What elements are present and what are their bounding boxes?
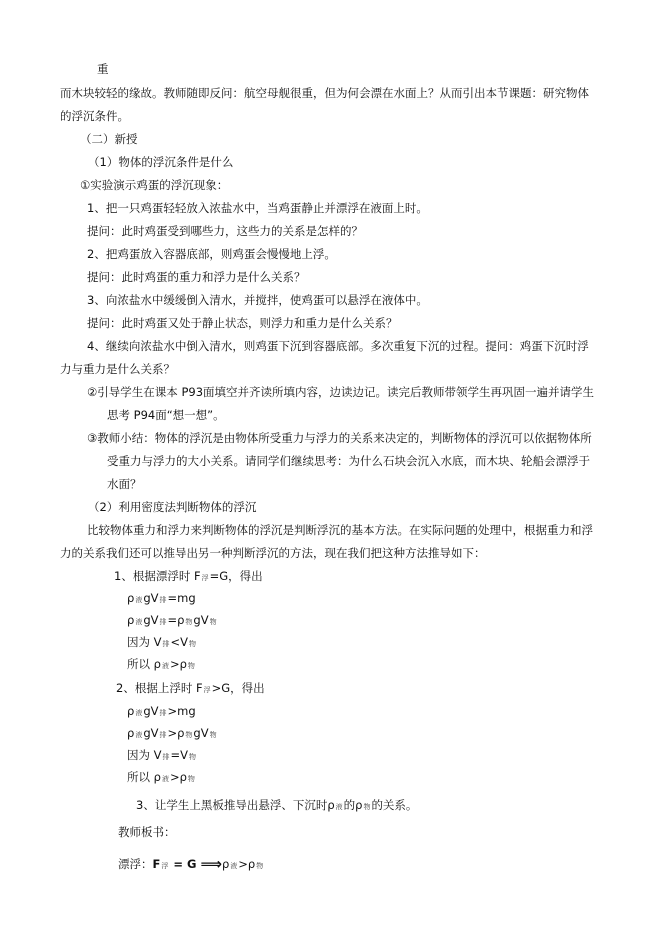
text-line: ①实验演示鸡蛋的浮沉现象： — [80, 178, 229, 192]
formula-subscript: 物 — [185, 618, 193, 626]
text-line: 受重力与浮力的大小关系。请同学们继续思考：为什么石块会沉入水底，而木块、轮船会漂浮于 — [107, 454, 590, 468]
formula-text: ρ — [127, 613, 135, 627]
text-line: 而木块较轻的缘故。教师随即反问：航空母舰很重，但为何会漂在水面上？从而引出本节课题：研究物体 — [60, 86, 589, 100]
formula-text: = G — [169, 857, 201, 871]
formula-subscript: 液 — [135, 596, 143, 604]
formula-text: gV — [143, 726, 159, 740]
formula-text: gV — [193, 613, 209, 627]
formula-subscript: 液 — [135, 731, 143, 739]
text-line: 1、把一只鸡蛋轻轻放入浓盐水中，当鸡蛋静止并漂浮在液面上时。 — [87, 201, 428, 215]
formula-subscript: 液 — [135, 709, 143, 717]
formula-text: >ρ — [238, 857, 256, 871]
formula-text: 漂浮： — [118, 857, 153, 871]
formula-subscript: 排 — [162, 753, 170, 761]
formula-text: =ρ — [167, 613, 185, 627]
formula-text: >mg — [167, 704, 196, 718]
formula-subscript: 物 — [189, 753, 197, 761]
implies-arrow-icon: ⟹ — [200, 855, 222, 873]
text-line: 提问：此时鸡蛋又处于静止状态，则浮力和重力是什么关系？ — [87, 316, 398, 330]
text-line: 的浮沉条件。 — [60, 109, 129, 123]
formula-text: gV — [143, 591, 159, 605]
formula-text: 的ρ — [343, 798, 363, 812]
formula-text: <V — [170, 635, 189, 649]
formula-subscript: 液 — [161, 662, 169, 670]
formula-subscript: 浮 — [201, 574, 209, 582]
formula-line — [116, 683, 265, 695]
formula-line — [127, 772, 196, 784]
formula-subscript: 排 — [159, 731, 167, 739]
text-line: 2、把鸡蛋放入容器底部，则鸡蛋会慢慢地上浮。 — [87, 247, 336, 261]
formula-subscript: 排 — [162, 640, 170, 648]
text-line: 提问：此时鸡蛋的重力和浮力是什么关系？ — [87, 270, 306, 284]
formula-line — [127, 637, 197, 649]
formula-text: 3、让学生上黑板推导出悬浮、下沉时ρ — [136, 798, 335, 812]
formula-text: =G，得出 — [209, 569, 263, 583]
subsection-heading: （1）物体的浮沉条件是什么 — [88, 155, 234, 169]
formula-text: ρ — [221, 857, 230, 871]
formula-line — [127, 659, 196, 671]
text-line: 力与重力是什么关系？ — [60, 362, 175, 376]
text-line: 思考 P94面“想一想”。 — [107, 408, 225, 422]
formula-subscript: 物 — [187, 775, 195, 783]
formula-subscript: 排 — [159, 709, 167, 717]
formula-text: >G，得出 — [211, 681, 265, 695]
formula-subscript: 液 — [230, 862, 238, 870]
text-line: ②引导学生在课本 P93面填空并齐读所填内容，边读边记。读完后教师带领学生再巩固一遍并请学生 — [87, 385, 595, 399]
text-line: 比较物体重力和浮力来判断物体的浮沉是判断浮沉的基本方法。在实际问题的处理中，根据重力和浮 — [87, 523, 593, 537]
formula-subscript: 物 — [209, 731, 217, 739]
formula-subscript: 物 — [256, 862, 264, 870]
formula-line — [114, 571, 263, 583]
formula-subscript: 物 — [187, 662, 195, 670]
formula-text: 所以 ρ — [127, 657, 161, 671]
formula-text: =V — [170, 748, 189, 762]
formula-subscript: 物 — [363, 803, 371, 811]
formula-subscript: 排 — [159, 596, 167, 604]
formula-text: ρ — [127, 726, 135, 740]
formula-subscript: 浮 — [161, 862, 169, 870]
formula-line — [136, 800, 417, 812]
formula-text: 1、根据漂浮时 F — [114, 569, 201, 583]
text-line: 4、继续向浓盐水中倒入清水，则鸡蛋下沉到容器底部。多次重复下沉的过程。提问：鸡蛋下沉时浮 — [87, 339, 589, 353]
formula-subscript: 排 — [159, 618, 167, 626]
formula-text: 2、根据上浮时 F — [116, 681, 203, 695]
formula-subscript: 物 — [209, 618, 217, 626]
formula-text: 因为 V — [127, 635, 162, 649]
text-line: 水面？ — [107, 477, 142, 491]
formula-subscript: 液 — [335, 803, 343, 811]
section-heading: （二）新授 — [80, 132, 138, 146]
subsection-heading: （2）利用密度法判断物体的浮沉 — [88, 500, 257, 514]
board-title: 教师板书： — [118, 825, 176, 839]
formula-subscript: 液 — [135, 618, 143, 626]
formula-text: 所以 ρ — [127, 770, 161, 784]
text-line: ③教师小结：物体的浮沉是由物体所受重力与浮力的关系来决定的，判断物体的浮沉可以依据物体所 — [87, 431, 592, 445]
formula-subscript: 物 — [185, 731, 193, 739]
formula-line — [127, 706, 196, 718]
text-line: 重 — [97, 62, 109, 76]
formula-text: 的关系。 — [371, 798, 418, 812]
formula-text: =mg — [167, 591, 196, 605]
text-line: 力的关系我们还可以推导出另一种判断浮沉的方法，现在我们把这种方法推导如下： — [60, 546, 486, 560]
formula-text: ρ — [127, 704, 135, 718]
formula-line — [127, 593, 196, 605]
formula-line — [127, 750, 197, 762]
formula-text: F — [152, 857, 161, 871]
formula-line — [127, 728, 218, 740]
formula-text: 因为 V — [127, 748, 162, 762]
float-formula — [118, 857, 264, 872]
formula-text: ρ — [127, 591, 135, 605]
text-line: 3、向浓盐水中缓缓倒入清水，并搅拌，使鸡蛋可以悬浮在液体中。 — [87, 293, 428, 307]
formula-text: gV — [143, 704, 159, 718]
text-line: 提问：此时鸡蛋受到哪些力，这些力的关系是怎样的？ — [87, 224, 363, 238]
formula-text: >ρ — [169, 770, 187, 784]
formula-text: >ρ — [167, 726, 185, 740]
formula-line — [127, 615, 218, 627]
formula-subscript: 浮 — [203, 686, 211, 694]
formula-text: gV — [143, 613, 159, 627]
formula-subscript: 液 — [161, 775, 169, 783]
formula-text: >ρ — [169, 657, 187, 671]
formula-text: gV — [193, 726, 209, 740]
formula-subscript: 物 — [189, 640, 197, 648]
